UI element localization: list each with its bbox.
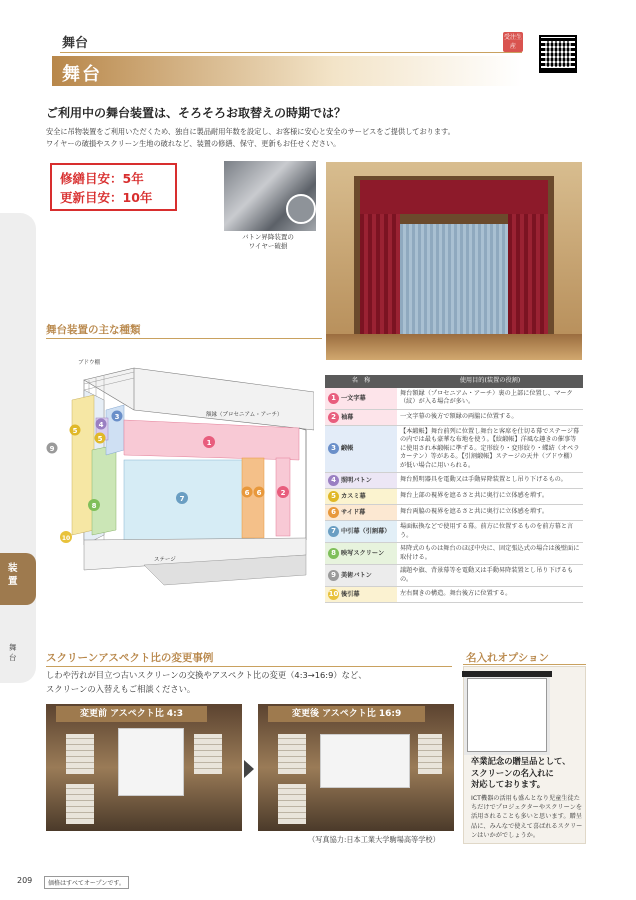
equipment-description: 【本緞帳】舞台前列に位置し舞台と客席を仕切る幕でステージ幕の内では最も豪華な布地を使う。【絞緞帳】洋風な趣きの催事等に使用され本緞帳に準ずる。定形絞り・変形絞り・蝶結（オペラカーテン）等がある。【引割緞帳】ステージの天井（ブドウ棚）が低い場合に用いられる。	[397, 425, 583, 473]
equipment-description: 舞台両脇の視界を遮るさと共に奥行に立体感を増す。	[397, 505, 583, 521]
equipment-name-cell	[325, 565, 397, 587]
repair-target: 修繕目安：5年	[60, 171, 144, 186]
lead-line-2: ワイヤーの破損やスクリーン生地の破れなど、装置の修繕、保守、更新もお任せください。	[46, 139, 341, 148]
equipment-name-cell	[325, 409, 397, 425]
option-headline: 卒業記念の贈呈品として、 スクリーンの名入れに 対応しております。	[471, 756, 571, 789]
equipment-name: サイド幕	[341, 509, 366, 516]
equipment-number-badge: 1	[328, 393, 339, 404]
budou-label: ブドウ棚	[78, 360, 101, 366]
diagram-label-5b: 5	[97, 435, 103, 443]
table-row	[325, 587, 583, 603]
equipment-description: 舞台照明器具を電動又は手動昇降装置とし吊り下げるもの。	[397, 473, 583, 489]
equipment-description: 舞台上部の視界を遮るさと共に奥行に立体感を増す。	[397, 489, 583, 505]
table-header-name: 名 称	[325, 375, 397, 388]
equipment-table	[325, 375, 583, 603]
equipment-name: 後引幕	[341, 591, 360, 598]
lead-title: ご利用中の舞台装置は、そろそろお取替えの時期では？	[46, 106, 347, 120]
table-row	[325, 425, 583, 473]
equipment-number-badge: 3	[328, 443, 339, 454]
equipment-description: 左右開きの構造。舞台後方に位置する。	[397, 587, 583, 603]
equipment-name-cell	[325, 543, 397, 565]
option-body: ICT機器の活用も盛んとなり児童生徒たちだけでプロジェクターやスクリーンを活用されることも多いと思います。贈呈品に、みんなで使えて喜ばれるスクリーンはいかがでしょうか。	[471, 795, 583, 839]
equipment-name: カスミ幕	[341, 493, 366, 500]
diagram-label-3: 3	[114, 413, 120, 421]
side-tab-active-label: 装置	[8, 563, 18, 587]
header-divider	[60, 52, 522, 53]
qr-code-icon[interactable]	[539, 35, 577, 73]
equipment-name-cell	[325, 388, 397, 410]
types-section-line	[46, 338, 322, 339]
wire-closeup-inset	[286, 194, 316, 224]
equipment-name-cell	[325, 587, 397, 603]
equipment-description: 議題や旗、背景幕等を電動又は手動昇降装置とし吊り下げるもの。	[397, 565, 583, 587]
table-header-use: 使用目的(装置の役割)	[397, 375, 583, 388]
equipment-description: 一文字幕の後方で額縁の両脇に位置する。	[397, 409, 583, 425]
named-screen-image	[467, 678, 547, 752]
table-row	[325, 489, 583, 505]
equipment-description: 場面転換などで使用する幕。前方に位置するものを前方幕と言う。	[397, 521, 583, 543]
aspect-section-title: スクリーンアスペクト比の変更事例	[46, 652, 214, 664]
equipment-name: 一文字幕	[341, 394, 366, 402]
equipment-number-badge: 2	[328, 412, 339, 423]
arrow-right-icon	[244, 760, 254, 778]
table-row	[325, 505, 583, 521]
equipment-number-badge: 4	[328, 475, 339, 486]
screen-roller-bar	[462, 671, 552, 677]
photo-credit: （写真協力:日本工業大学駒場高等学校）	[308, 835, 440, 844]
equipment-name: 美術バトン	[341, 572, 372, 579]
diagram-label-7: 7	[179, 495, 185, 503]
diagram-label-6a: 6	[244, 489, 250, 497]
before-photo	[46, 704, 242, 831]
diagram-label-1: 1	[206, 439, 212, 447]
category-heading: 舞台	[62, 36, 89, 51]
equipment-description: 昇降式のものは舞台のほぼ中央に、固定張込式の場合は後壁面に取付ける。	[397, 543, 583, 565]
side-index-tab	[0, 213, 36, 683]
equipment-name-cell	[325, 505, 397, 521]
stage-label: ステージ	[154, 557, 176, 563]
equipment-name-cell	[325, 521, 397, 543]
stage-photo	[326, 162, 582, 360]
table-row	[325, 543, 583, 565]
diagram-label-4: 4	[98, 421, 104, 429]
equipment-name-cell	[325, 489, 397, 505]
lead-line-1: 安全に吊物装置をご利用いただくため、独自に製品耐用年数を設定し、お客様に安心と安全のサービスをご提供しております。	[46, 127, 455, 136]
diagram-label-6b: 6	[256, 489, 262, 497]
diagram-label-8: 8	[91, 502, 97, 510]
after-label: 変更後 アスペクト比 16:9	[268, 706, 425, 722]
table-row	[325, 409, 583, 425]
table-row	[325, 521, 583, 543]
side-tab-sub-label: 舞台	[9, 643, 17, 662]
diagram-label-9: 9	[49, 445, 55, 453]
page-number: 209	[17, 876, 33, 885]
option-line	[463, 664, 586, 665]
diagram-label-10: 10	[61, 535, 71, 542]
renew-target: 更新目安：10年	[60, 190, 153, 205]
types-section-title: 舞台装置の主な種類	[46, 324, 141, 336]
service-life-box	[50, 163, 177, 211]
equipment-number-badge: 6	[328, 507, 339, 518]
equipment-number-badge: 10	[328, 590, 339, 598]
table-row	[325, 388, 583, 410]
screen-16-9	[320, 734, 410, 788]
equipment-number-badge: 5	[328, 491, 339, 502]
equipment-number-badge: 7	[328, 526, 339, 537]
stage-diagram	[44, 350, 314, 600]
lead-text	[46, 126, 586, 150]
after-photo	[258, 704, 454, 831]
equipment-name: 緞帳	[341, 445, 354, 453]
before-label: 変更前 アスペクト比 4:3	[56, 706, 207, 722]
equipment-name-cell	[325, 473, 397, 489]
option-title: 名入れオプション	[466, 652, 550, 664]
page-title: 舞台	[62, 64, 102, 85]
diagram-label-2: 2	[280, 489, 286, 497]
screen-4-3	[118, 728, 184, 796]
made-to-order-badge: 受注生産	[503, 34, 522, 50]
aspect-section-line	[46, 666, 452, 667]
diagram-label-5a: 5	[72, 427, 78, 435]
equipment-name: 袖幕	[341, 413, 354, 421]
equipment-description: 舞台額縁（プロセニアム・アーチ）裏の上部に位置し、マーク（紋）が入る場合が多い。	[397, 388, 583, 410]
proscenium-label: 額縁（プロセニアム・アーチ）	[206, 412, 283, 418]
title-bar	[52, 56, 522, 86]
table-row	[325, 565, 583, 587]
equipment-name-cell	[325, 425, 397, 473]
table-row	[325, 473, 583, 489]
equipment-number-badge: 9	[328, 570, 339, 581]
equipment-name: 照明バトン	[341, 477, 372, 484]
price-note: 価格はすべてオープンです。	[44, 876, 129, 889]
wire-photo-caption: バトン昇降装置の ワイヤー破損	[242, 233, 294, 250]
equipment-name: 映写スクリーン	[341, 550, 385, 557]
equipment-name: 中引幕（引割幕）	[341, 528, 391, 535]
equipment-number-badge: 8	[328, 548, 339, 559]
aspect-lead: しわや汚れが目立つ古いスクリーンの交換やアスペクト比の変更（4:3→16:9）など、 スクリーンの入替えもご相談ください。	[46, 670, 367, 694]
